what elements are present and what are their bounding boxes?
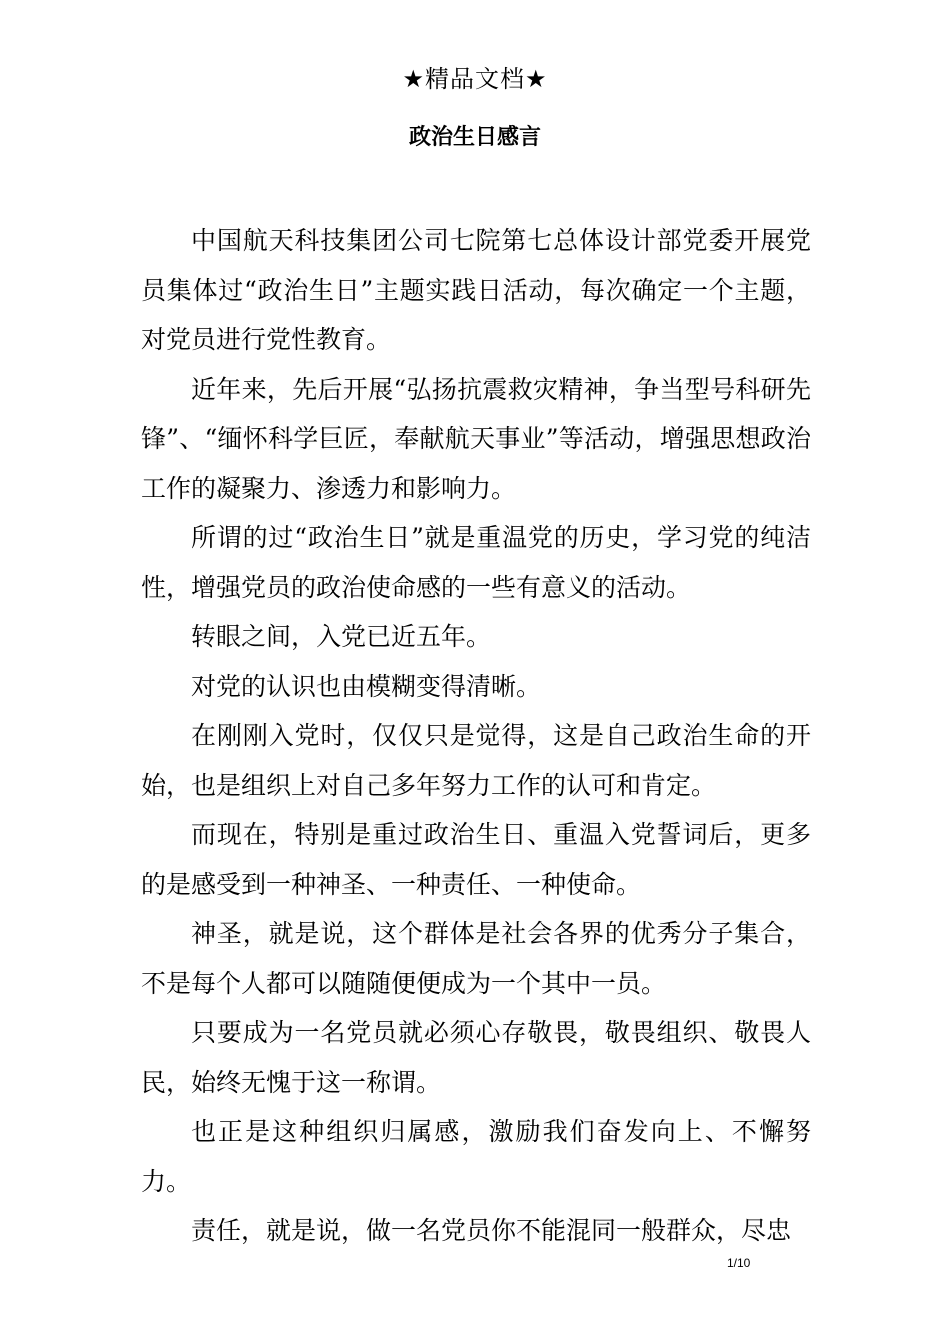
document-header: ★精品文档★ <box>402 65 548 93</box>
paragraph: 中国航天科技集团公司七院第七总体设计部党委开展党员集体过“政治生日”主题实践日活动，每次确定一个主题，对党员进行党性教育。 <box>141 226 811 354</box>
document-body <box>141 216 811 1256</box>
paragraph: 转眼之间，入党已近五年。 <box>191 622 492 651</box>
paragraph: 责任，就是说，做一名党员你不能混同一般群众，尽忠 <box>191 1216 792 1245</box>
paragraph: 在刚刚入党时，仅仅只是觉得，这是自己政治生命的开始，也是组织上对自己多年努力工作的认可和肯定。 <box>141 721 811 800</box>
paragraph: 所谓的过“政治生日”就是重温党的历史，学习党的纯洁性，增强党员的政治使命感的一些有意义的活动。 <box>141 523 811 602</box>
paragraph: 也正是这种组织归属感，激励我们奋发向上、不懈努力。 <box>141 1117 811 1196</box>
document-title: 政治生日感言 <box>408 125 541 150</box>
page-number: 1/10 <box>727 1256 751 1270</box>
paragraph: 而现在，特别是重过政治生日、重温入党誓词后，更多的是感受到一种神圣、一种责任、一种使命。 <box>141 820 811 899</box>
paragraph: 神圣，就是说，这个群体是社会各界的优秀分子集合，不是每个人都可以随随便便成为一个其中一员。 <box>141 919 811 998</box>
paragraph: 对党的认识也由模糊变得清晰。 <box>191 671 542 701</box>
paragraph: 近年来，先后开展“弘扬抗震救灾精神，争当型号科研先锋”、“缅怀科学巨匠，奉献航天事业”等活动，增强思想政治工作的凝聚力、渗透力和影响力。 <box>141 374 811 503</box>
paragraph: 只要成为一名党员就必须心存敬畏，敬畏组织、敬畏人民，始终无愧于这一称谓。 <box>141 1018 811 1097</box>
